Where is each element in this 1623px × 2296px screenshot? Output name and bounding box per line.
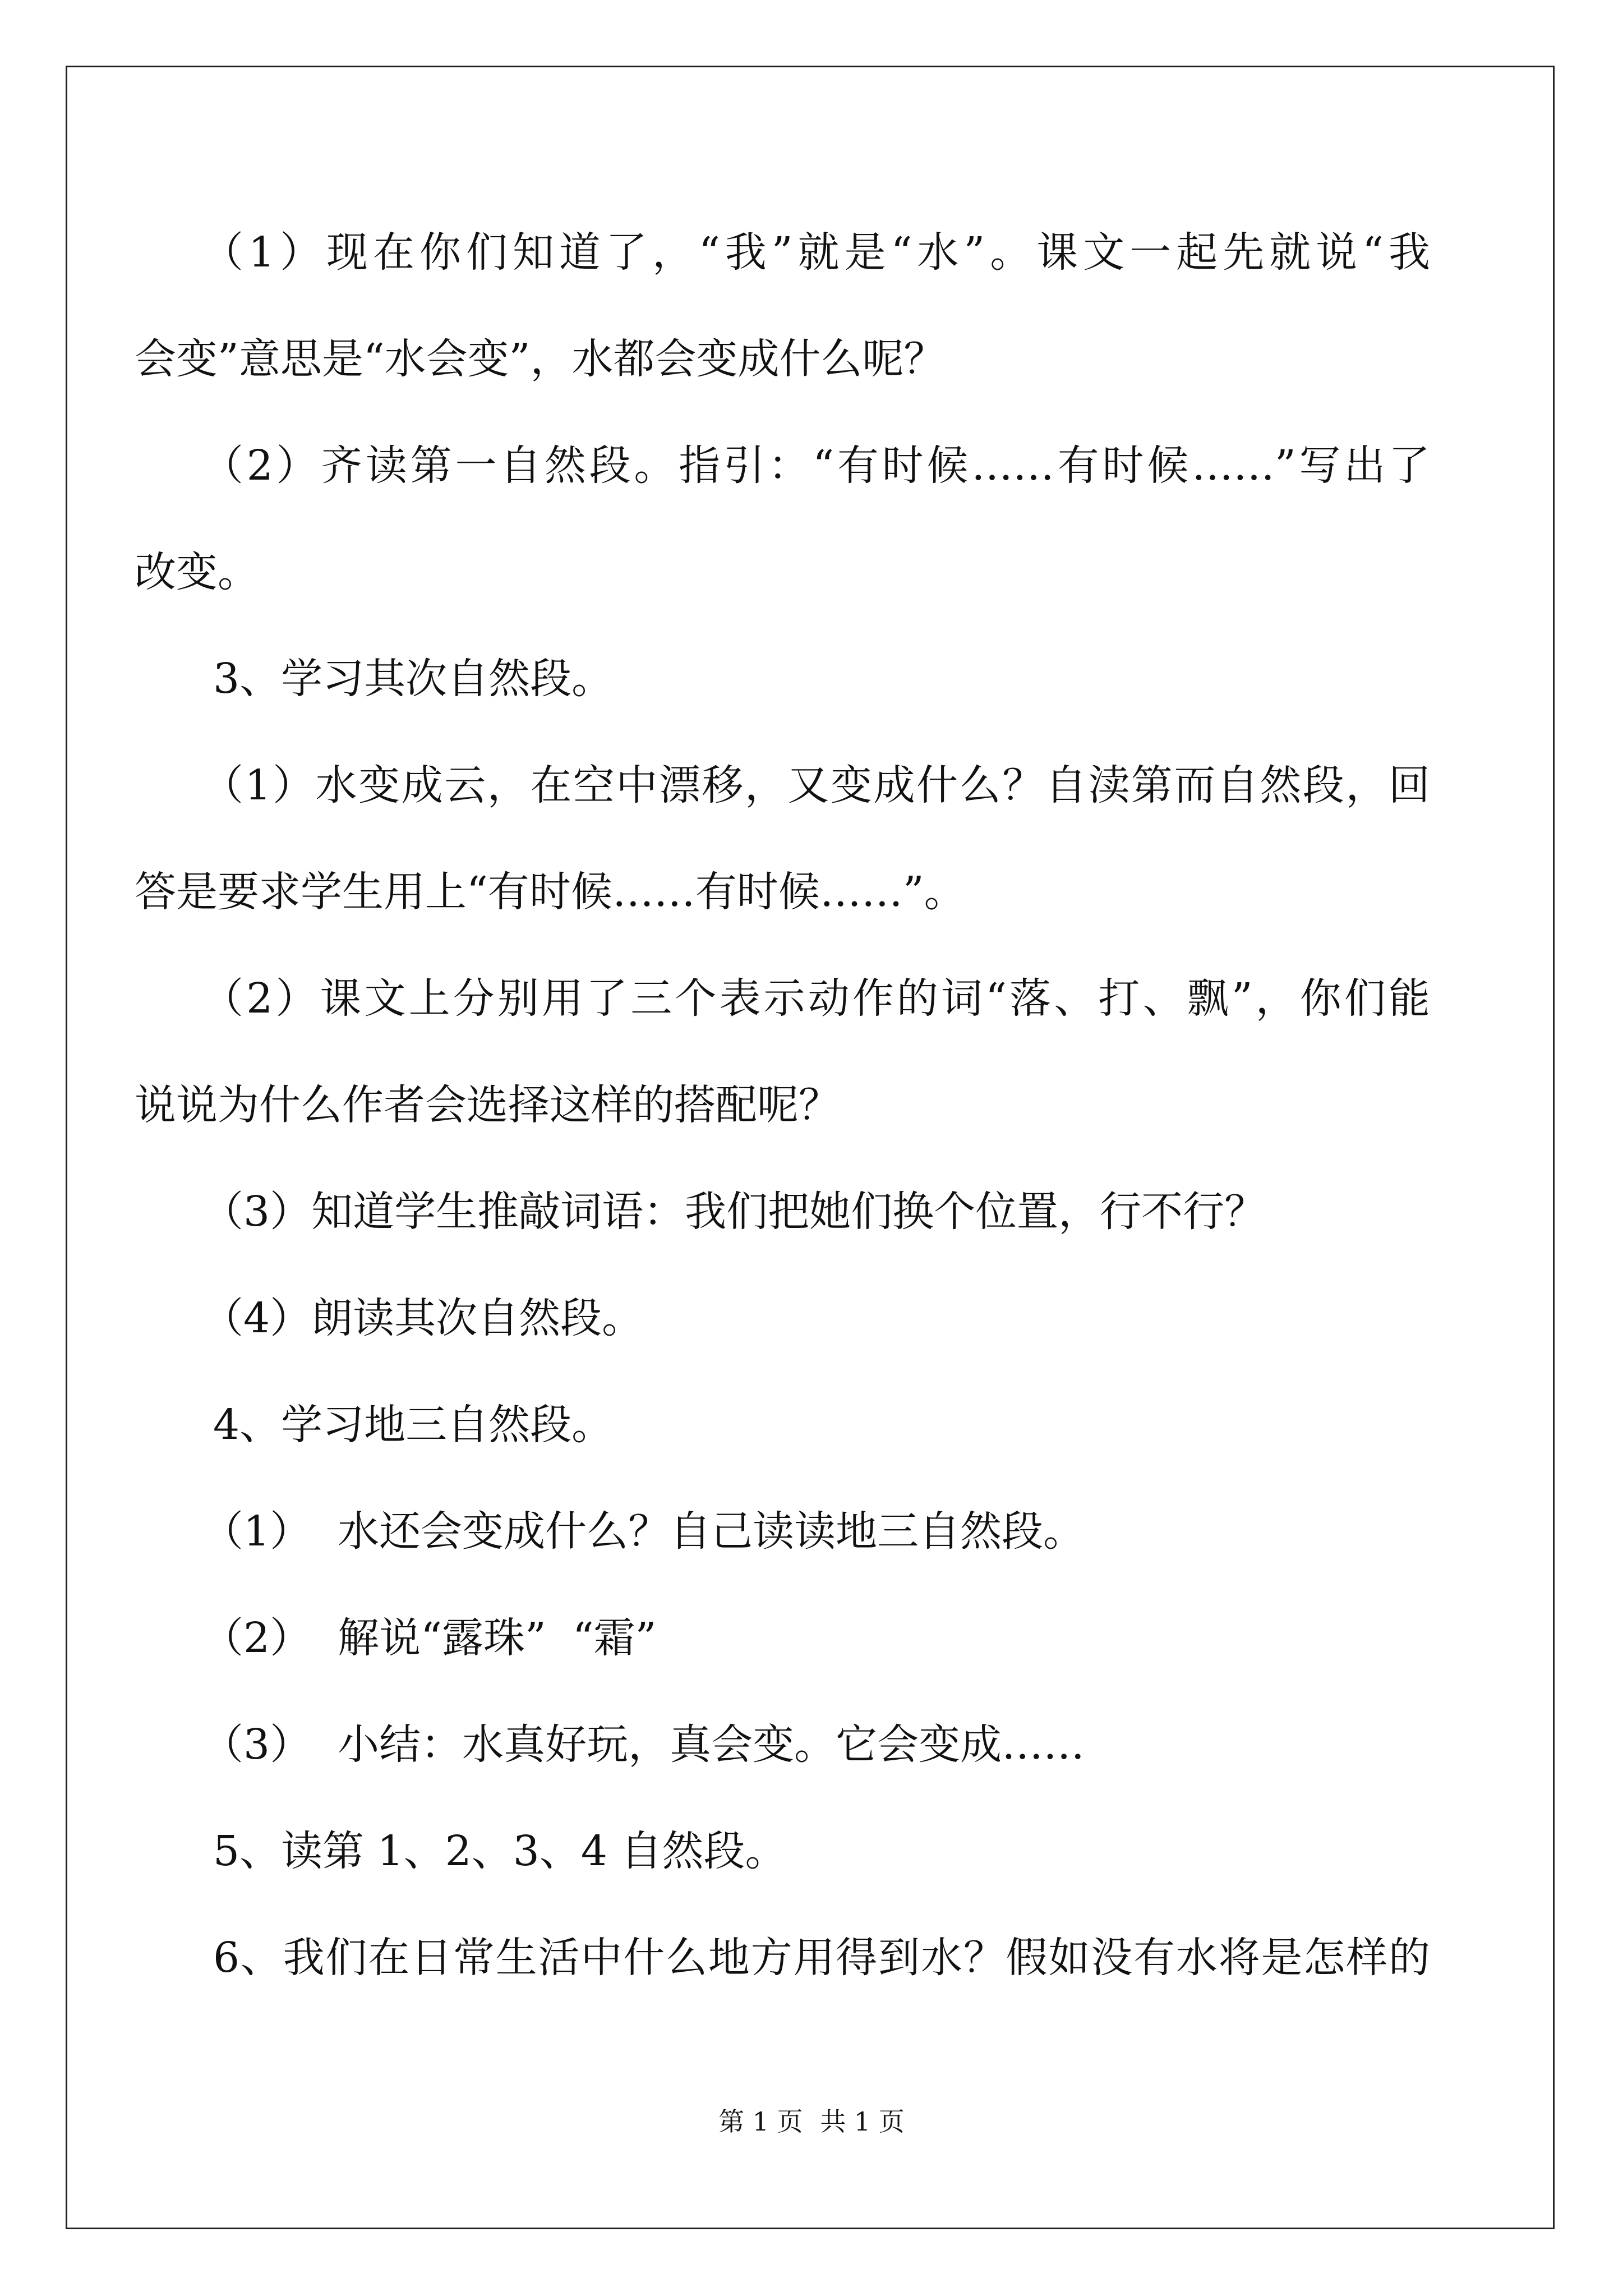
page-footer	[0, 2105, 1623, 2138]
paragraph-line: （4）朗读其次自然段。	[202, 1294, 644, 1342]
paragraph-line: 说说为什么作者会选择这样的搭配呢？	[135, 1081, 840, 1129]
paragraph-line: （2）课文上分别用了三个表示动作的词“落、打、飘”，你们能	[202, 974, 1430, 1023]
paragraph-line: 5、读第 1、2、3、4 自然段。	[213, 1827, 787, 1875]
paragraph-line: 答是要求学生用上“有时候……有时候……”。	[135, 868, 966, 916]
paragraph-line: 4、学习地三自然段。	[213, 1401, 614, 1449]
page-number: 第 1 页	[718, 2106, 803, 2137]
paragraph-line: 3、学习其次自然段。	[213, 655, 614, 703]
paragraph-line: 会变”意思是“水会变”，水都会变成什么呢？	[135, 335, 946, 383]
paragraph-line: （3） 小结：水真好玩，真会变。它会变成……	[202, 1720, 1085, 1769]
paragraph-line: （1）现在你们知道了，“我”就是“水”。课文一起先就说“我	[202, 228, 1430, 277]
page-border	[66, 66, 1555, 2229]
paragraph-line: （1）水变成云，在空中漂移，又变成什么？自渎第而自然段，回	[202, 761, 1430, 809]
page-total: 共 1 页	[820, 2106, 905, 2137]
paragraph-line: 6、我们在日常生活中什么地方用得到水？假如没有水将是怎样的	[213, 1934, 1430, 1982]
paragraph-line: 改变。	[135, 548, 259, 596]
paragraph-line: （2） 解说“露珠” “霜”	[202, 1614, 657, 1662]
paragraph-line: （1） 水还会变成什么？自己读读地三自然段。	[202, 1507, 1085, 1556]
paragraph-line: （2）齐读第一自然段。指引：“有时候……有时候……”写出了	[202, 441, 1430, 490]
paragraph-line: （3）知道学生推敲词语：我们把她们换个位置，行不行？	[202, 1188, 1266, 1236]
